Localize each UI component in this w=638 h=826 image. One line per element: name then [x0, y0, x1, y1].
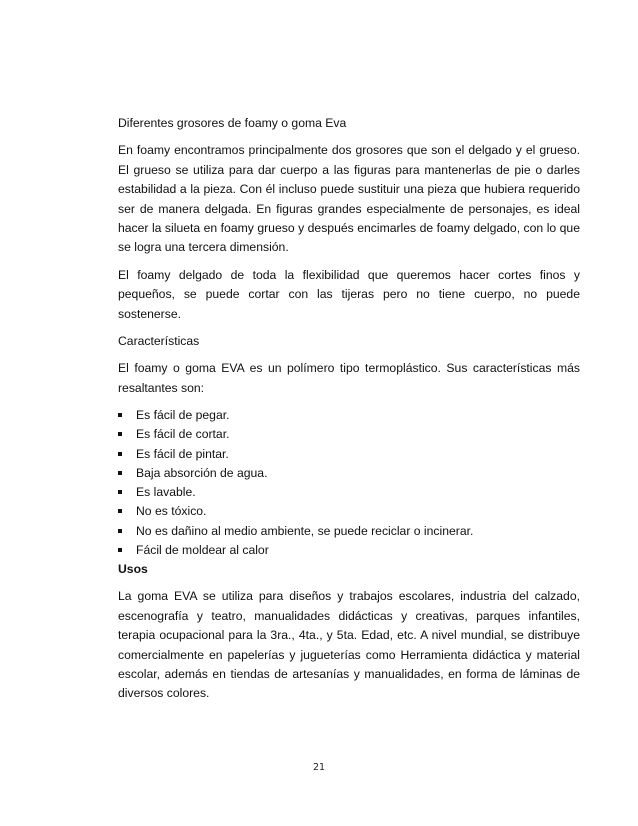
- list-item-text: No es tóxico.: [136, 504, 207, 519]
- list-item: [118, 541, 580, 560]
- bullet-square-icon: [118, 529, 122, 533]
- list-item: [118, 464, 580, 483]
- list-item: [118, 502, 580, 521]
- list-item-text: Baja absorción de agua.: [136, 465, 268, 480]
- paragraph-grosores: En foamy encontramos principalmente dos grosores que son el delgado y el grueso. El grueso se utiliza para dar cuerpo a las figuras para mantenerlas de pie o darles estabilidad a la pieza. Con él incluso puede sustituir una pieza que hubiera requerido ser de manera delgada. En figuras grandes especialmente de personajes, es ideal hacer la silueta en foamy grueso y después encimarles de foamy delgado, con lo que se logra una tercera dimensión.: [118, 143, 580, 255]
- list-item-text: Es fácil de pintar.: [136, 446, 229, 461]
- list-item: [118, 425, 580, 444]
- paragraph-caracteristicas: El foamy o goma EVA es un polímero tipo termoplástico. Sus características más resaltantes son:: [118, 361, 580, 395]
- list-item-text: Fácil de moldear al calor: [136, 542, 269, 557]
- bullet-square-icon: [118, 452, 122, 456]
- section-heading-caracteristicas: Características: [118, 334, 200, 349]
- bullet-square-icon: [118, 548, 122, 552]
- bullet-square-icon: [118, 471, 122, 475]
- bullet-square-icon: [118, 432, 122, 436]
- list-item: [118, 445, 580, 464]
- section-heading-usos: Usos: [118, 561, 148, 576]
- bullet-square-icon: [118, 413, 122, 417]
- list-item: [118, 522, 580, 541]
- page-content: [118, 114, 580, 712]
- characteristics-list: [118, 406, 580, 560]
- list-item: [118, 406, 580, 425]
- list-item-text: Es fácil de pegar.: [136, 408, 230, 423]
- list-item: [118, 483, 580, 502]
- page-number: 21: [312, 762, 326, 773]
- list-item-text: Es fácil de cortar.: [136, 427, 230, 442]
- bullet-square-icon: [118, 509, 122, 513]
- paragraph-usos: La goma EVA se utiliza para diseños y trabajos escolares, industria del calzado, escenografía y teatro, manualidades didácticas y creativas, parques infantiles, terapia ocupacional para la 3ra., 4ta., y 5ta. Edad, etc. A nivel mundial, se distribuye comercialmente en papelerías y jugueterías como Herramienta didáctica y material escolar, además en tiendas de artesanías y manualidades, en forma de láminas de diversos colores.: [118, 589, 580, 701]
- section-heading-grosores: Diferentes grosores de foamy o goma Eva: [118, 116, 347, 130]
- list-item-text: No es dañino al medio ambiente, se puede reciclar o incinerar.: [136, 523, 474, 538]
- paragraph-foamy-delgado: El foamy delgado de toda la flexibilidad que queremos hacer cortes finos y pequeños, se puede cortar con las tijeras pero no tiene cuerpo, no puede sostenerse.: [118, 267, 580, 321]
- bullet-square-icon: [118, 490, 122, 494]
- list-item-text: Es lavable.: [136, 485, 196, 500]
